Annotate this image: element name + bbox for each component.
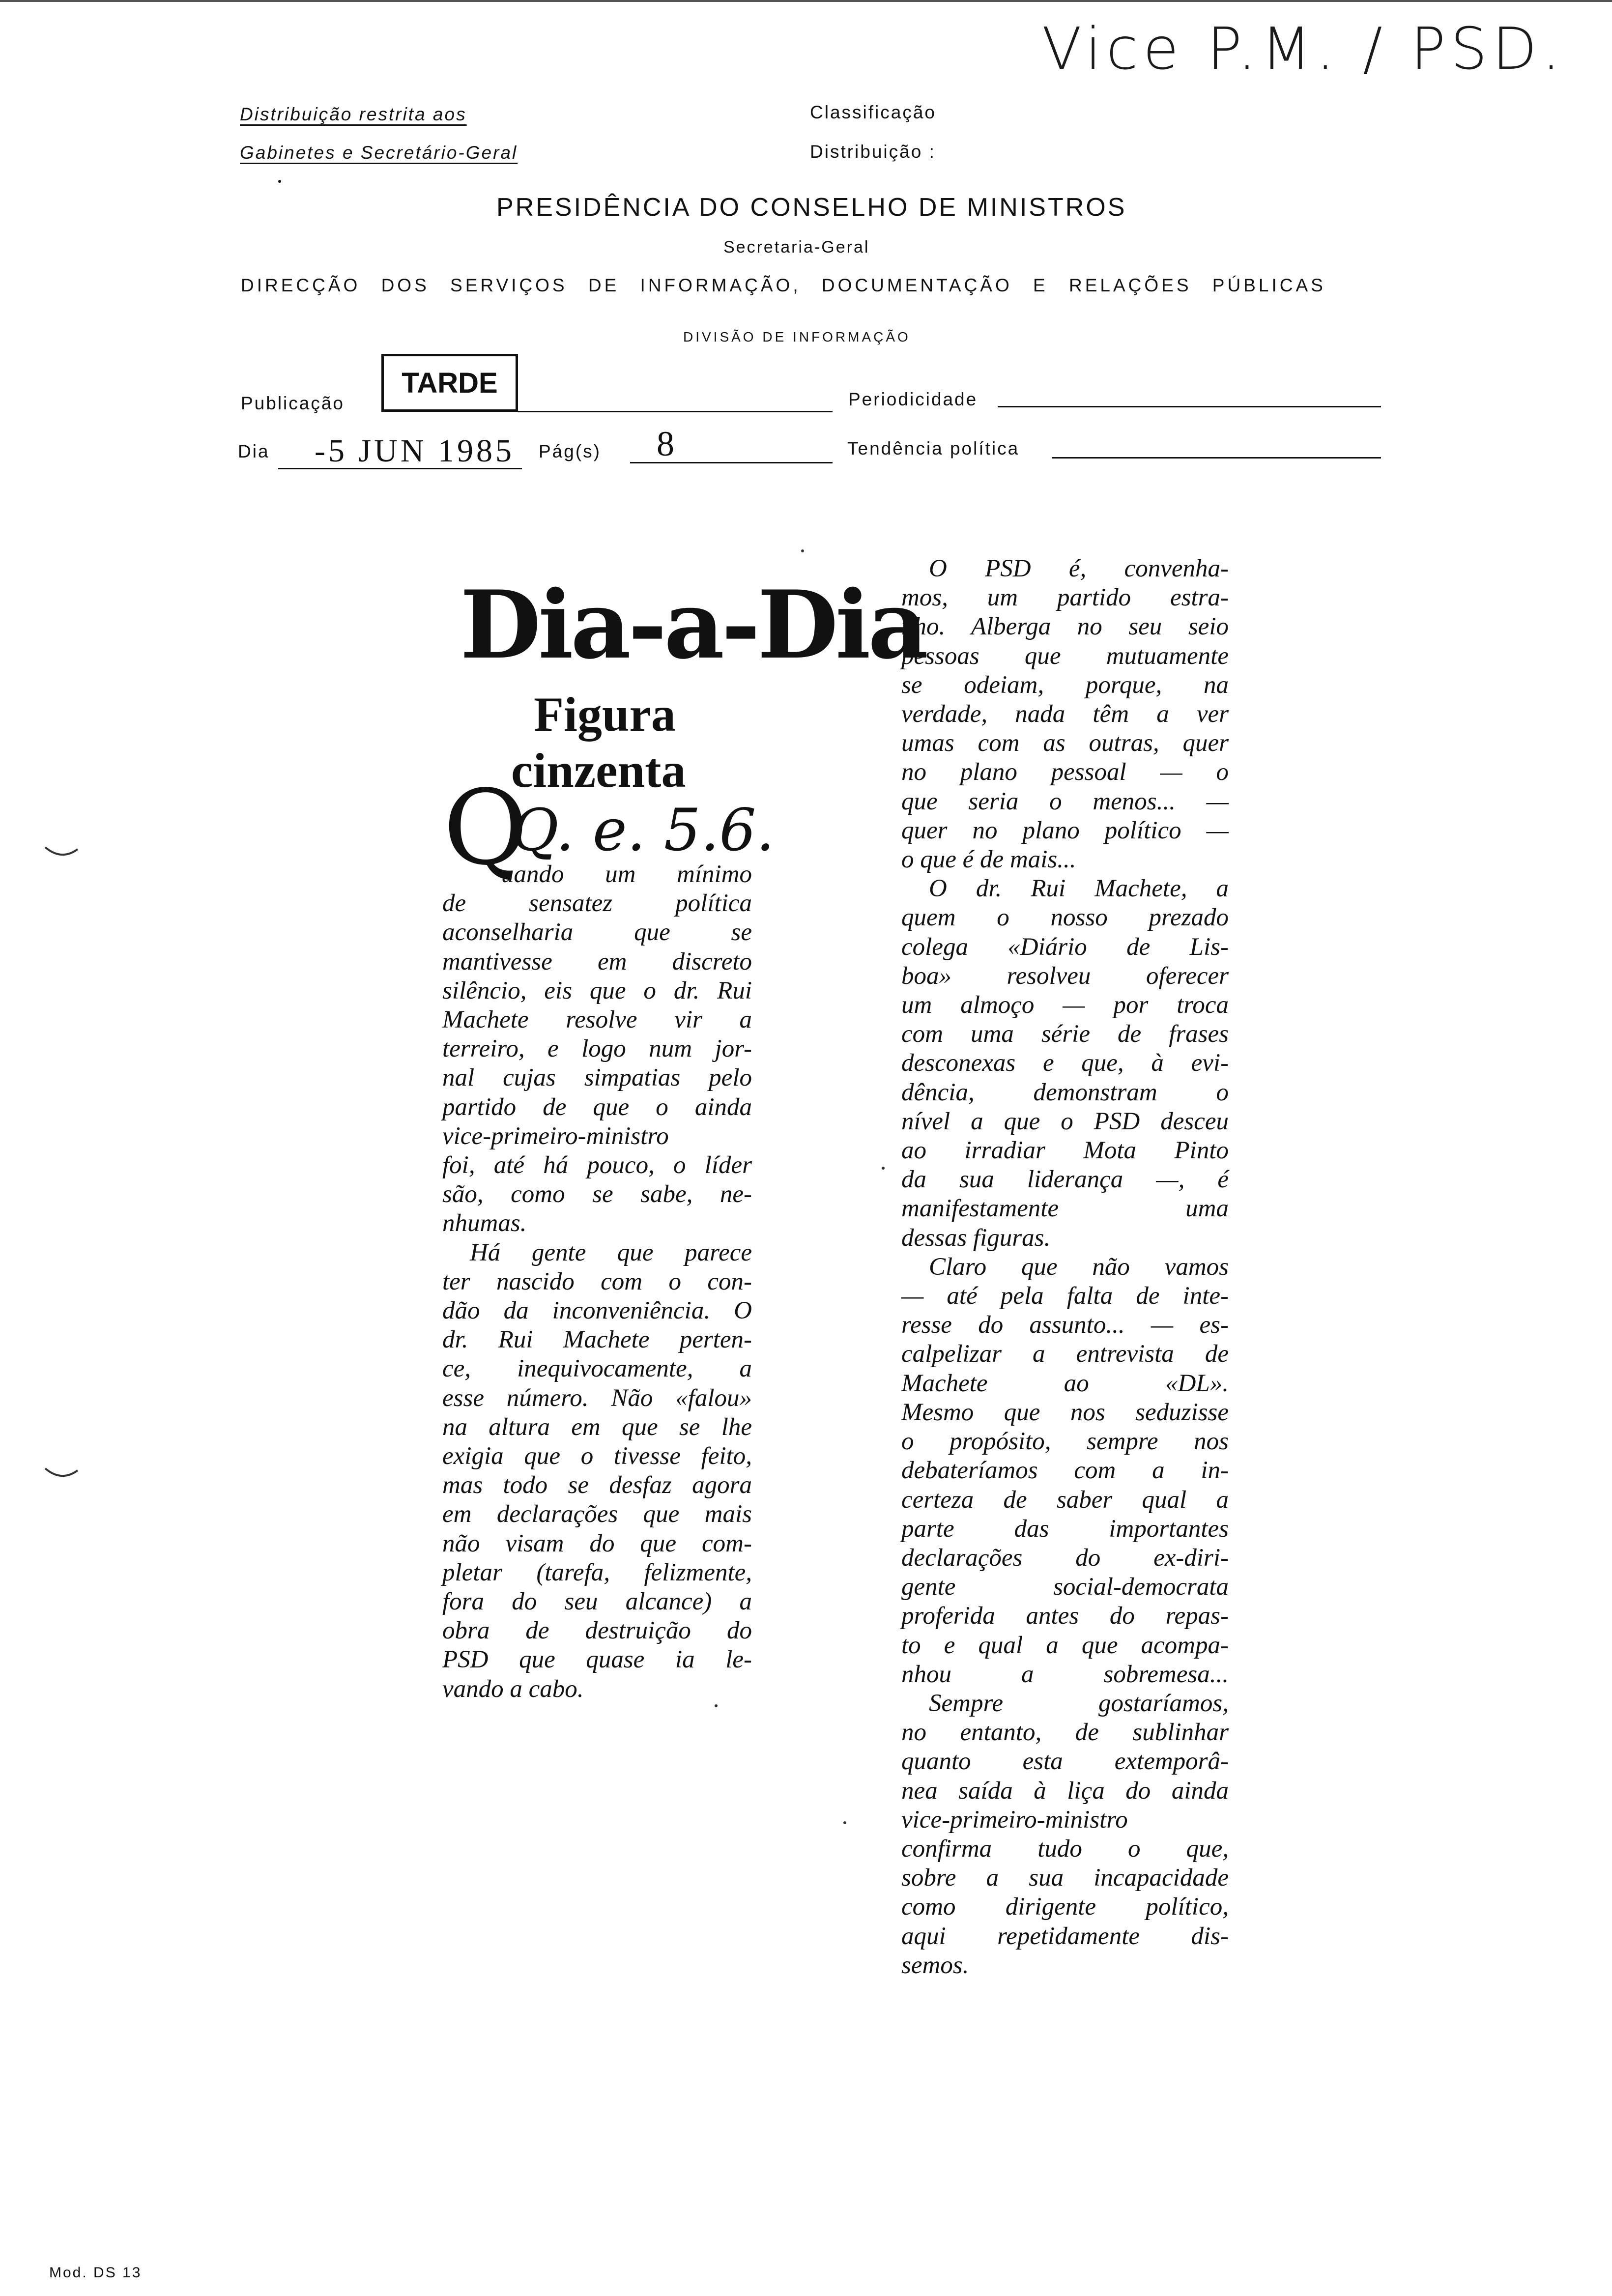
article-line: nal cujas simpatias pelo	[442, 1064, 752, 1092]
form-code: Mod. DS 13	[49, 2265, 142, 2281]
speck	[843, 1821, 846, 1824]
article-line: ao irradiar Mota Pinto	[901, 1137, 1229, 1165]
publication-stamp	[381, 354, 518, 412]
article-line: dência, demonstram o	[901, 1078, 1229, 1106]
article-line: fora do seu alcance) a	[442, 1588, 752, 1616]
top-border	[0, 0, 1612, 2]
article-line: nho. Alberga no seu seio	[901, 613, 1229, 641]
article-line: — até pela falta de inte-	[901, 1282, 1229, 1310]
article-line: semos.	[901, 1951, 969, 1979]
dot-mark	[278, 180, 281, 183]
headline-line2: cinzenta	[511, 743, 686, 798]
article-line: Mesmo que nos seduzisse	[901, 1398, 1229, 1426]
article-line: colega «Diário de Lis-	[901, 933, 1229, 961]
article-line: são, como se sabe, ne-	[442, 1180, 752, 1208]
day-label: Dia	[238, 441, 270, 461]
article-line: debateríamos com a in-	[901, 1457, 1229, 1485]
article-line: Há gente que parece	[470, 1238, 752, 1266]
pages-value: 8	[657, 424, 677, 463]
speck	[715, 1704, 718, 1707]
article-line: o que é de mais...	[901, 846, 1076, 874]
article-line: da sua liderança —, é	[901, 1166, 1229, 1194]
article-line: ce, inequivocamente, a	[442, 1355, 752, 1383]
division-title: DIVISÃO DE INFORMAÇÃO	[683, 329, 911, 344]
article-line: confirma tudo o que,	[901, 1835, 1229, 1863]
pages-label: Pág(s)	[539, 441, 601, 461]
article-line: Claro que não vamos	[929, 1253, 1229, 1281]
classification-label: Classificação	[810, 102, 936, 122]
article-line: certeza de saber qual a	[901, 1486, 1229, 1514]
publication-label: Publicação	[241, 393, 345, 413]
distribution-line1: Distribuição restrita aos	[240, 104, 467, 124]
article-line: se odeiam, porque, na	[901, 671, 1229, 699]
article-line: desconexas e que, à evi-	[901, 1049, 1229, 1077]
article-line: foi, até há pouco, o líder	[442, 1151, 752, 1179]
article-line: o propósito, sempre nos	[901, 1428, 1229, 1456]
page-subtitle: Secretaria-Geral	[723, 238, 870, 257]
article-line: obra de destruição do	[442, 1617, 752, 1645]
article-line: como dirigente político,	[901, 1893, 1229, 1921]
article-line: to e qual a que acompa-	[901, 1631, 1229, 1659]
handwritten-annotation: Vice P.M. / PSD.	[1042, 15, 1565, 83]
handwritten-note: Q. e. 5.6.	[511, 796, 775, 864]
publication-value: TARDE	[402, 367, 498, 399]
day-value: -5 JUN 1985	[315, 433, 515, 469]
article-line: nível a que o PSD desceu	[901, 1107, 1229, 1135]
article-line: na altura em que se lhe	[442, 1413, 752, 1441]
speck	[882, 1167, 885, 1170]
article-line: parte das importantes	[901, 1515, 1229, 1543]
article-line: verdade, nada têm a ver	[901, 700, 1229, 728]
article-line: dão da inconveniência. O	[442, 1297, 752, 1325]
article-line: gente social-democrata	[901, 1573, 1229, 1601]
article-left-column	[442, 860, 752, 1704]
article-line: mas todo se desfaz agora	[442, 1471, 752, 1499]
article-line: O PSD é, convenha-	[929, 555, 1229, 582]
article-line: mos, um partido estra-	[901, 584, 1229, 612]
publication-line	[518, 411, 833, 412]
punch-hole-mark	[44, 1466, 79, 1481]
article-line: resse do assunto... — es-	[901, 1311, 1229, 1339]
article-line: quem o nosso prezado	[901, 904, 1229, 932]
article-line: em declarações que mais	[442, 1500, 752, 1528]
article-line: Machete ao «DL».	[901, 1369, 1229, 1397]
periodicity-line	[998, 406, 1381, 407]
article-right-column	[901, 554, 1229, 1980]
article-line: Sempre gostaríamos,	[929, 1689, 1229, 1717]
article-line: declarações do ex-diri-	[901, 1544, 1229, 1572]
article-line: terreiro, e logo num jor-	[442, 1035, 752, 1063]
article-line: dessas figuras.	[901, 1224, 1051, 1252]
article-line: no plano pessoal — o	[901, 758, 1229, 786]
tendency-label: Tendência política	[847, 438, 1020, 459]
drop-cap: Q	[443, 768, 528, 888]
article-line: calpelizar a entrevista de	[901, 1340, 1229, 1368]
article-line: que seria o menos... —	[901, 787, 1229, 815]
article-line: pletar (tarefa, felizmente,	[442, 1558, 752, 1586]
article-line: aconselharia que se	[442, 918, 752, 947]
article-line: mantivesse em discreto	[442, 947, 752, 976]
article-line: nhumas.	[442, 1209, 527, 1237]
article-line: proferida antes do repas-	[901, 1602, 1229, 1630]
article-line: Machete resolve vir a	[442, 1006, 752, 1034]
article-line: um almoço — por troca	[901, 991, 1229, 1019]
article-line: dr. Rui Machete perten-	[442, 1326, 752, 1354]
article-line: uando um mínimo	[501, 861, 752, 888]
distribution-line2: Gabinetes e Secretário-Geral	[240, 143, 518, 163]
periodicity-label: Periodicidade	[848, 389, 978, 409]
article-line: não visam do que com-	[442, 1529, 752, 1557]
article-line: sobre a sua incapacidade	[901, 1864, 1229, 1892]
distribution-label: Distribuição :	[810, 142, 936, 162]
article-line: aqui repetidamente dis-	[901, 1922, 1229, 1950]
article-line: silêncio, eis que o dr. Rui	[442, 976, 752, 1004]
page-title: PRESIDÊNCIA DO CONSELHO DE MINISTROS	[496, 193, 1127, 222]
article-line: nea saída à liça do ainda	[901, 1777, 1229, 1805]
punch-hole-mark	[44, 845, 79, 860]
article-line: nhou a sobremesa...	[901, 1660, 1229, 1688]
article-line: de sensatez política	[442, 890, 752, 918]
tendency-line	[1052, 457, 1381, 459]
article-line: com uma série de frases	[901, 1020, 1229, 1048]
article-line: vando a cabo.	[442, 1675, 584, 1703]
article-line: O dr. Rui Machete, a	[929, 875, 1229, 903]
article-line: PSD que quase ia le-	[442, 1646, 752, 1674]
section-logo: Dia-a-Dia	[460, 570, 925, 680]
article-line: quer no plano político —	[901, 816, 1229, 844]
article-line: pessoas que mutuamente	[901, 642, 1229, 670]
article-line: ter nascido com o con-	[442, 1267, 752, 1295]
article-line: manifestamente uma	[901, 1195, 1229, 1223]
article-line: boa» resolveu oferecer	[901, 962, 1229, 990]
article-line: esse número. Não «falou»	[442, 1384, 752, 1412]
article-line: vice-primeiro-ministro	[901, 1806, 1128, 1834]
headline-line1: Figura	[534, 687, 676, 742]
direction-title: DIRECÇÃO DOS SERVIÇOS DE INFORMAÇÃO, DOCUMENTAÇÃO E RELAÇÕES PÚBLICAS	[241, 275, 1326, 295]
article-line: exigia que o tivesse feito,	[442, 1442, 752, 1470]
speck	[801, 549, 804, 552]
article-line: vice-primeiro-ministro	[442, 1122, 669, 1150]
article-line: partido de que o ainda	[442, 1093, 752, 1121]
article-line: quanto esta extemporâ-	[901, 1748, 1229, 1776]
article-line: umas com as outras, quer	[901, 729, 1229, 757]
article-line: no entanto, de sublinhar	[901, 1719, 1229, 1747]
